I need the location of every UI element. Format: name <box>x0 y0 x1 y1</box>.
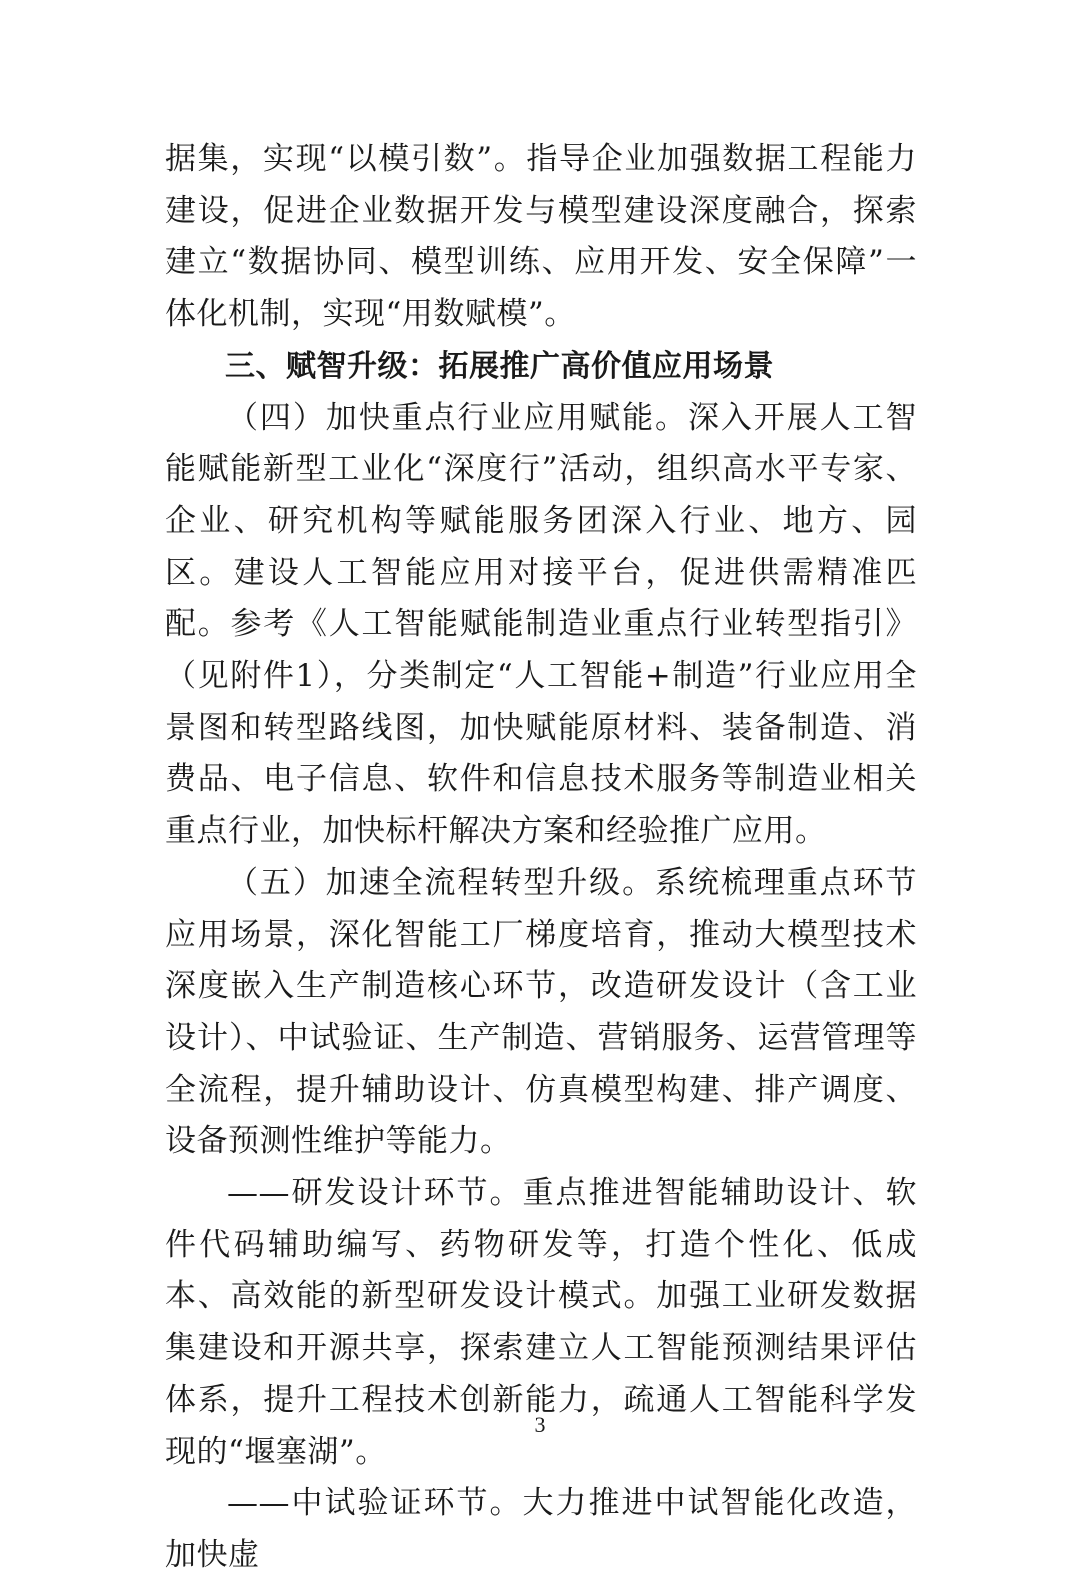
paragraph-data-model-fusion: 据集，实现“以模引数”。指导企业加强数据工程能力建设，促进企业数据开发与模型建设深度融合，探索建立“数据协同、模型训练、应用开发、安全保障”一体化机制，实现“用数赋模”。 <box>165 141 917 333</box>
paragraph-rd-design: ——研发设计环节。重点推进智能辅助设计、软件代码辅助编写、药物研发等，打造个性化、低成本、高效能的新型研发设计模式。加强工业研发数据集建设和开源共享，探索建立人工智能预测结果评估体系，提升工程技术创新能力，疏通人工智能科学发现的“堰塞湖”。 <box>165 1175 917 1470</box>
section-heading-three: 三、赋智升级：拓展推广高价值应用场景 <box>225 348 774 384</box>
page-number: 3 <box>534 1412 546 1437</box>
document-body <box>165 134 917 1582</box>
paragraph-full-process-upgrade: （五）加速全流程转型升级。系统梳理重点环节应用场景，深化智能工厂梯度培育，推动大模型技术深度嵌入生产制造核心环节，改造研发设计（含工业设计）、中试验证、生产制造、营销服务、运营管理等全流程，提升辅助设计、仿真模型构建、排产调度、设备预测性维护等能力。 <box>165 864 917 1160</box>
paragraph-industry-empowerment: （四）加快重点行业应用赋能。深入开展人工智能赋能新型工业化“深度行”活动，组织高水平专家、企业、研究机构等赋能服务团深入行业、地方、园区。建设人工智能应用对接平台，促进供需精准匹配。参考《人工智能赋能制造业重点行业转型指引》（见附件1），分类制定“人工智能+制造”行业应用全景图和转型路线图，加快赋能原材料、装备制造、消费品、电子信息、软件和信息技术服务等制造业相关重点行业，加快标杆解决方案和经验推广应用。 <box>165 399 917 850</box>
paragraph-pilot-verification: ——中试验证环节。大力推进中试智能化改造，加快虚 <box>165 1485 917 1573</box>
